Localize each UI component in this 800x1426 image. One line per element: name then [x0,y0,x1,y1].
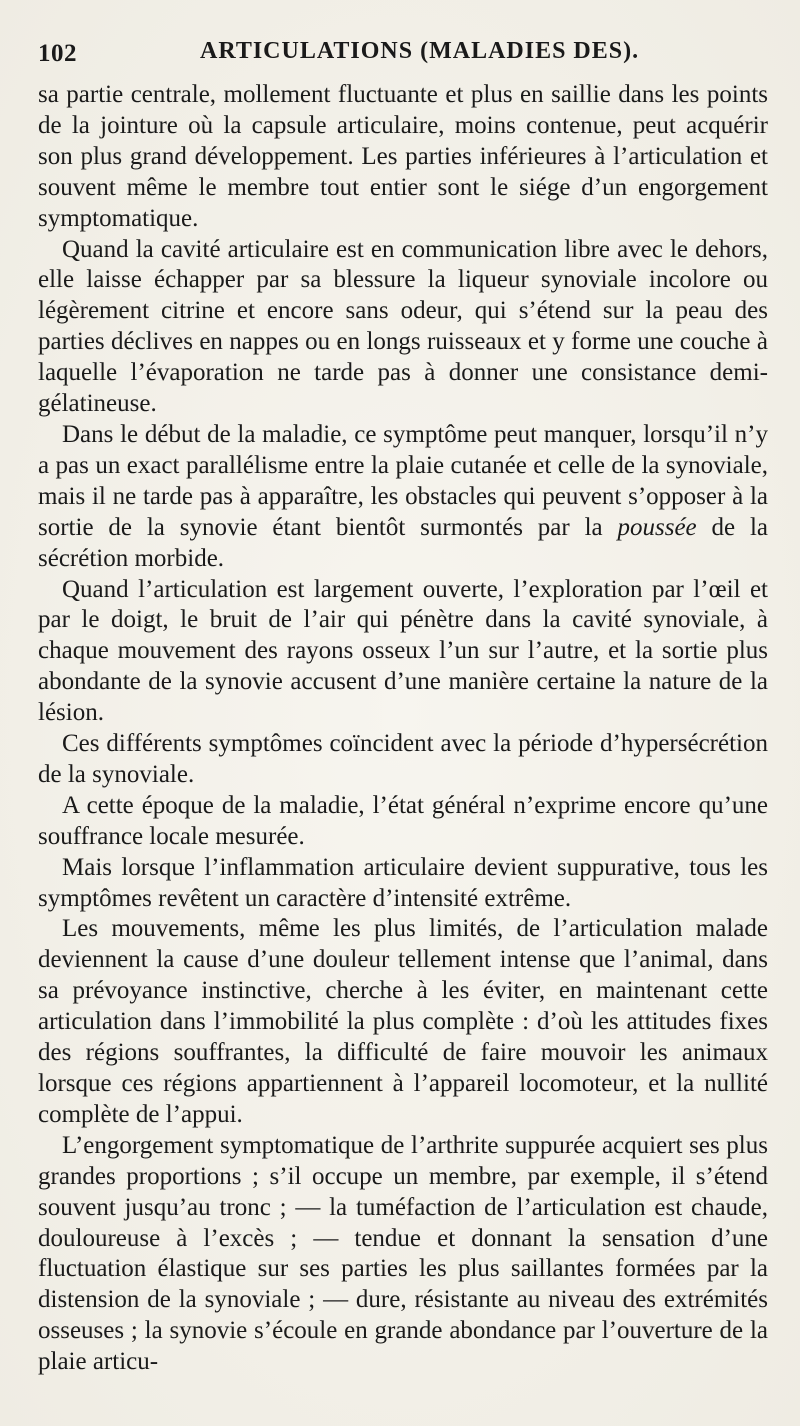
running-title: ARTICULATIONS (MALADIES DES). [200,38,640,64]
paragraph [38,420,768,575]
paragraph: Quand la cavité articulaire est en communication libre avec le dehors, elle laisse échapper par sa blessure la liqueur synoviale incolore ou légèrement citrine et encore sans odeur, qui s’étend sur la peau des parties déclives en nappes ou en longs ruisseaux et y forme une couche à laquelle l’évaporation ne tarde pas à donner une consistance demi-gélatineuse. [38,235,768,418]
paragraph: Quand l’articulation est largement ouverte, l’exploration par l’œil et par le doigt, le bruit de l’air qui pénètre dans la cavité synoviale, à chaque mouvement des rayons osseux l’un sur l’autre, et la sortie plus abondante de la synovie accusent d’une manière certaine la nature de la lésion. [38,575,768,727]
paragraph: L’engorgement symptomatique de l’arthrite suppurée acquiert ses plus grandes proportions ; s’il occupe un membre, par exemple, il s’étend souvent jusqu’au tronc ; — la tuméfaction de l’articulation est chaude, douloureuse à l’excès ; — tendue et donnant la sensation d’une fluctuation élastique sur ses parties les plus saillantes formées par la distension de la synoviale ; — dure, résistante au niveau des extrémités osseuses ; la synovie s’écoule en grande abondance par l’ouverture de la plaie articu- [38,1131,768,1376]
paragraph: Les mouvements, même les plus limités, de l’articulation malade deviennent la cause d’une douleur tellement intense que l’animal, dans sa prévoyance instinctive, cherche à les éviter, en maintenant cette articulation dans l’immobilité la plus complète : d’où les attitudes fixes des régions souffrantes, la difficulté de faire mouvoir les animaux lorsque ces régions appartiennent à l’appareil locomoteur, et la nullité complète de l’appui. [38,915,768,1128]
page-number: 102 [38,40,77,67]
paragraph: Mais lorsque l’inflammation articulaire devient suppurative, tous les symptômes revêtent un caractère d’intensité extrême. [38,853,768,912]
body-text [38,80,768,1378]
paragraph-text: Dans le début de la maladie, ce symptôme peut manquer, lorsqu’il n’y a pas un exact parallélisme entre la plaie cutanée et celle de la synoviale, mais il ne tarde pas à apparaître, les obstacles qui peuvent s’opposer à la sortie de la synovie étant bientôt surmontés par la [38,420,768,541]
paragraph: Ces différents symptômes coïncident avec la période d’hypersécrétion de la synoviale. [38,730,768,788]
paragraph: A cette époque de la maladie, l’état général n’exprime encore qu’une souffrance locale mesurée. [38,791,768,850]
paragraph-text: de la sécrétion morbide. [38,513,769,572]
paragraph: sa partie centrale, mollement fluctuante et plus en saillie dans les points de la jointure où la capsule articulaire, moins contenue, peut acquérir son plus grand développement. Les parties inférieures à l’articulation et souvent même le membre tout entier sont le siége d’un engorgement symptomatique. [38,81,768,232]
page-header [38,34,768,70]
italic-term: poussée [617,513,697,541]
